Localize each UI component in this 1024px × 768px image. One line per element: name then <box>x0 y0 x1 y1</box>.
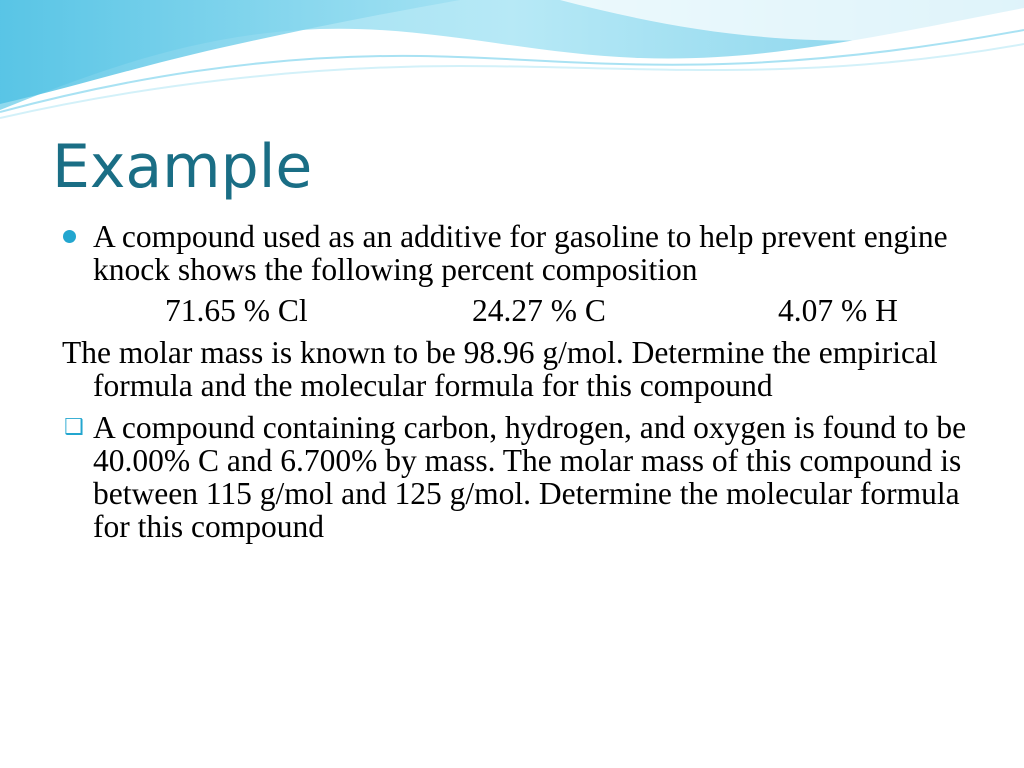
header-wave-decoration <box>0 0 1024 120</box>
problem-2-text: A compound containing carbon, hydrogen, and oxygen is found to be 40.00% C and 6.700% by mass. The molar mass of this compound is between 115 g/mol and 125 g/mol. Determine the molecular formula for this compound <box>93 410 967 544</box>
slide-body <box>0 216 1024 543</box>
checkbox-icon: ❑ <box>64 415 84 440</box>
problem-2-paragraph <box>0 411 973 543</box>
composition-carbon: 24.27 % C <box>472 293 606 328</box>
composition-values <box>0 294 1024 327</box>
problem-1-text: A compound used as an additive for gasoline to help prevent engine knock shows the following percent composition <box>93 219 948 287</box>
problem-1-paragraph <box>0 220 973 286</box>
slide-title: Example <box>52 132 313 202</box>
circle-bullet-icon <box>63 230 76 243</box>
problem-1-continuation: The molar mass is known to be 98.96 g/mol. Determine the empirical formula and the molecular formula for this compound <box>62 335 938 403</box>
composition-chlorine: 71.65 % Cl <box>165 293 308 328</box>
composition-hydrogen: 4.07 % H <box>778 293 898 328</box>
